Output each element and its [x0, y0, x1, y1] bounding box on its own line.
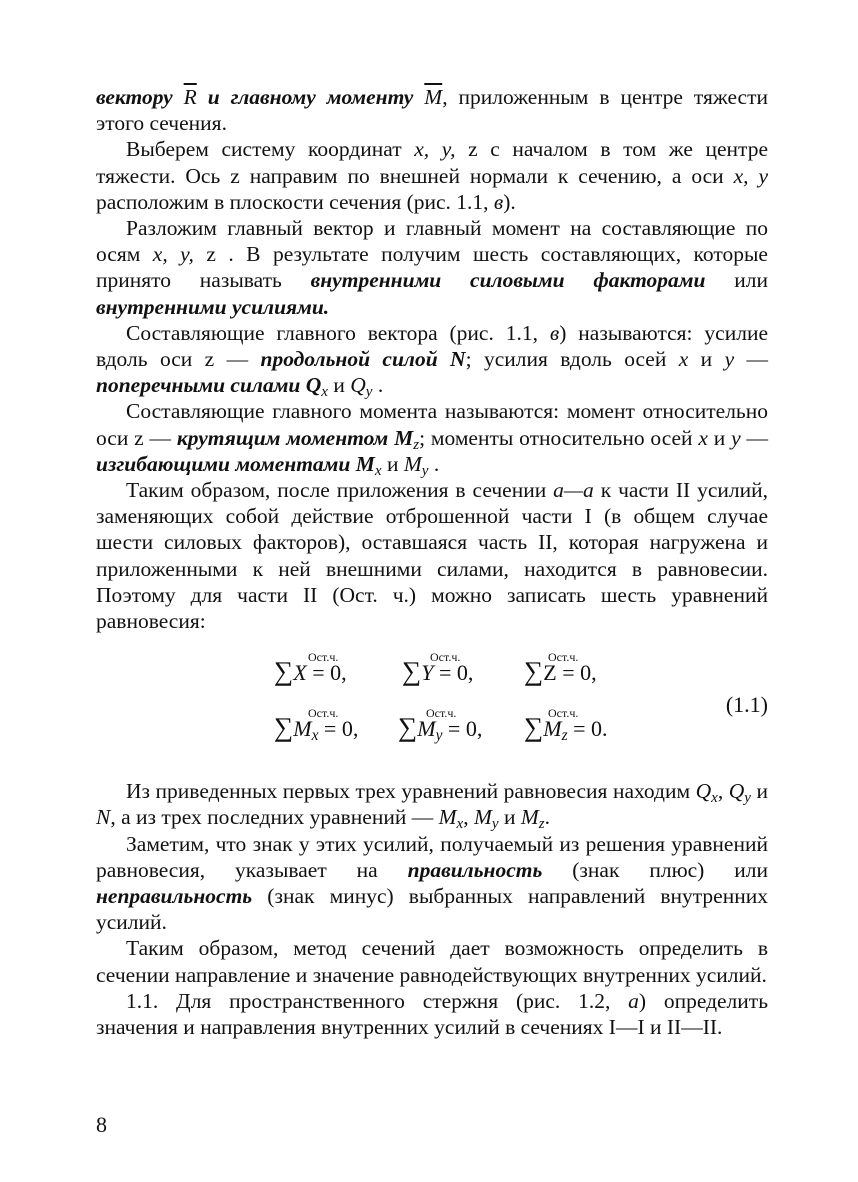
p4-f: x: [678, 347, 689, 372]
paragraph-7: [96, 778, 769, 833]
vector-r: $\overline{R}$: [183, 85, 197, 109]
p4-c: ) называются: усилие вдоль оси z —: [96, 320, 768, 372]
eq6-sub: z: [561, 727, 568, 745]
eq5-var: M: [417, 716, 436, 742]
p5-e: x: [698, 425, 708, 450]
p4-m: Q: [350, 373, 366, 398]
eq4-rhs: = 0,: [318, 716, 359, 742]
p7-g: и: [750, 779, 769, 804]
p4-j: поперечными силами Q: [96, 373, 322, 398]
eq4-var: M: [293, 716, 312, 742]
p5-f: и: [707, 425, 732, 450]
p3-c: z . В результате получим шесть составляющих, которые принято называть: [96, 242, 768, 293]
equation-sum-z: [524, 658, 597, 686]
p5-k: и: [381, 451, 404, 476]
paragraph-10: [96, 988, 768, 1040]
p8-c: (знак плюс) или: [542, 857, 768, 882]
eq5-rhs: = 0,: [442, 716, 483, 742]
sigma-2: ∑: [402, 656, 422, 687]
p4-g: и: [688, 347, 725, 372]
p4-e: ; усилия вдоль осей: [465, 347, 679, 372]
p1-a: вектору: [96, 85, 184, 109]
p7-e: Q: [728, 779, 745, 804]
p5-g: y: [731, 425, 741, 450]
p4-b: в: [549, 320, 560, 345]
equation-sum-x: [274, 658, 347, 686]
p7-q: z: [538, 816, 545, 833]
p4-i: —: [734, 347, 768, 372]
sigma-5: ∑: [398, 712, 418, 743]
paragraph-3: [96, 215, 768, 320]
equation-sum-y: [402, 658, 473, 686]
p7-b: Q: [695, 779, 712, 804]
p7-i: , а из трех последних уравнений —: [110, 805, 439, 830]
p7-c: x: [711, 790, 718, 807]
p7-j: M: [438, 805, 457, 830]
eq2-rhs: = 0,: [433, 660, 474, 686]
p3-d: внутренними силовыми факторами: [310, 268, 706, 293]
p4-h: y: [724, 347, 735, 372]
sum-limit-4: Ост.ч.: [308, 706, 339, 721]
p8-b: правильность: [407, 857, 543, 882]
p4-o: .: [372, 373, 384, 398]
sigma-1: ∑: [274, 656, 294, 687]
p5-c: z: [413, 436, 420, 453]
p3-e: или: [705, 268, 768, 293]
paragraph-2: [96, 136, 768, 215]
p5-a: Составляющие главного момента называются: момент относительно оси z —: [96, 399, 768, 450]
p10-c: ) определить значения и направления внутренних усилий в сечениях I—I и II—II.: [96, 988, 768, 1040]
sigma-3: ∑: [524, 656, 544, 687]
paragraph-4: [96, 320, 768, 399]
sum-limit-2: Ост.ч.: [430, 650, 461, 665]
p4-l: и: [327, 373, 351, 398]
sigma-6: ∑: [524, 712, 544, 743]
p7-r: .: [544, 805, 550, 830]
p5-n: .: [428, 451, 440, 476]
p5-h: —: [740, 425, 769, 450]
p6-a: Таким образом, после приложения в сечении: [126, 478, 554, 503]
p3-f: внутренними усилиями.: [96, 294, 330, 319]
p2-g: ).: [503, 189, 516, 214]
p1-c: и главному моменту: [196, 85, 425, 109]
sigma-4: ∑: [274, 712, 294, 743]
body-text: [96, 84, 768, 1040]
p7-f: y: [744, 790, 751, 807]
p7-p: M: [520, 805, 539, 830]
paragraph-9: [96, 935, 768, 987]
eq1-rhs: = 0,: [306, 660, 347, 686]
moment-m: $\overline{M}$: [424, 85, 443, 109]
eq4-sub: x: [311, 727, 319, 745]
sum-limit-5: Ост.ч.: [426, 706, 457, 721]
p5-d: ; моменты относительно осей: [419, 425, 699, 450]
p2-c: z с началом в том же центре тяжести. Ось z направим по внешней нормали к сечению, а оси: [96, 137, 768, 188]
p5-j: x: [374, 462, 382, 479]
p10-b: а: [628, 988, 639, 1013]
paragraph-6: [96, 477, 768, 634]
sum-limit-3: Ост.ч.: [548, 650, 579, 665]
paragraph-1: [96, 84, 768, 136]
equilibrium-equations: [96, 644, 768, 772]
p5-b: крутящим моментом M: [176, 425, 414, 450]
p7-d: ,: [717, 779, 729, 804]
p8-e: (знак минус) выбранных направлений внутренних усилий.: [96, 884, 768, 935]
equation-number: (1.1): [725, 692, 768, 718]
page-number: 8: [96, 1112, 107, 1137]
p2-b: x, y,: [414, 137, 456, 162]
p6-c: к части II усилий, заменяющих собой действие отброшенной части I (в общем случае шести силовых факторов), оставшаяся часть II, которая нагружена и приложенными к ней внешними силами, находится в равновесии. Поэтому для части II (Ост. ч.) можно записать шесть уравнений равновесия:: [96, 478, 769, 634]
p9-a: Таким образом, метод сечений дает возможность определить в сечении направление и значение равнодействующих внутренних усилий.: [96, 936, 768, 987]
p4-d: продольной силой N: [260, 347, 466, 372]
p1-e: , приложенным в центре тяжести этого сечения.: [96, 85, 768, 136]
p7-n: y: [491, 816, 499, 833]
p4-n: y: [365, 383, 373, 400]
p7-l: ,: [463, 805, 474, 830]
p2-f: в: [493, 189, 504, 214]
p7-o: и: [498, 805, 521, 830]
p7-a: Из приведенных первых трех уравнений равновесия находим: [126, 779, 696, 804]
sum-limit-1: Ост.ч.: [308, 650, 339, 665]
p3-a: Разложим главный вектор и главный момент на составляющие по осям: [96, 216, 768, 267]
p5-i: изгибающими моментами M: [96, 451, 375, 476]
eq1-var: X: [293, 660, 307, 686]
p4-a: Составляющие главного вектора (рис. 1.1,: [126, 320, 550, 345]
sum-limit-6: Ост.ч.: [548, 706, 579, 721]
p4-k: x: [321, 383, 328, 400]
p2-d: x, y: [733, 163, 769, 188]
p7-h: N: [96, 805, 111, 830]
eq6-rhs: = 0.: [567, 716, 608, 742]
p10-a: 1.1. Для пространственного стержня (рис. 1.2,: [126, 988, 629, 1013]
p8-d: неправильность: [96, 884, 253, 909]
eq3-var: Z: [543, 660, 557, 686]
p2-e: расположим в плоскости сечения (рис. 1.1,: [96, 189, 494, 214]
eq6-var: M: [543, 716, 562, 742]
p7-m: M: [473, 805, 492, 830]
p7-k: x: [456, 816, 464, 833]
p5-l: M: [403, 451, 422, 476]
eq3-rhs: = 0,: [556, 660, 597, 686]
eq2-var: Y: [421, 660, 434, 686]
p8-a: Заметим, что знак у этих усилий, получаемый из решения уравнений равновесия, указывает на: [96, 831, 768, 882]
p3-b: x, y,: [152, 242, 194, 267]
p6-b: а—а: [553, 478, 594, 503]
eq5-sub: y: [435, 727, 443, 745]
paragraph-5: [96, 398, 768, 477]
p5-m: y: [421, 462, 429, 479]
paragraph-8: [96, 831, 768, 936]
p2-a: Выберем систему координат: [126, 137, 415, 162]
